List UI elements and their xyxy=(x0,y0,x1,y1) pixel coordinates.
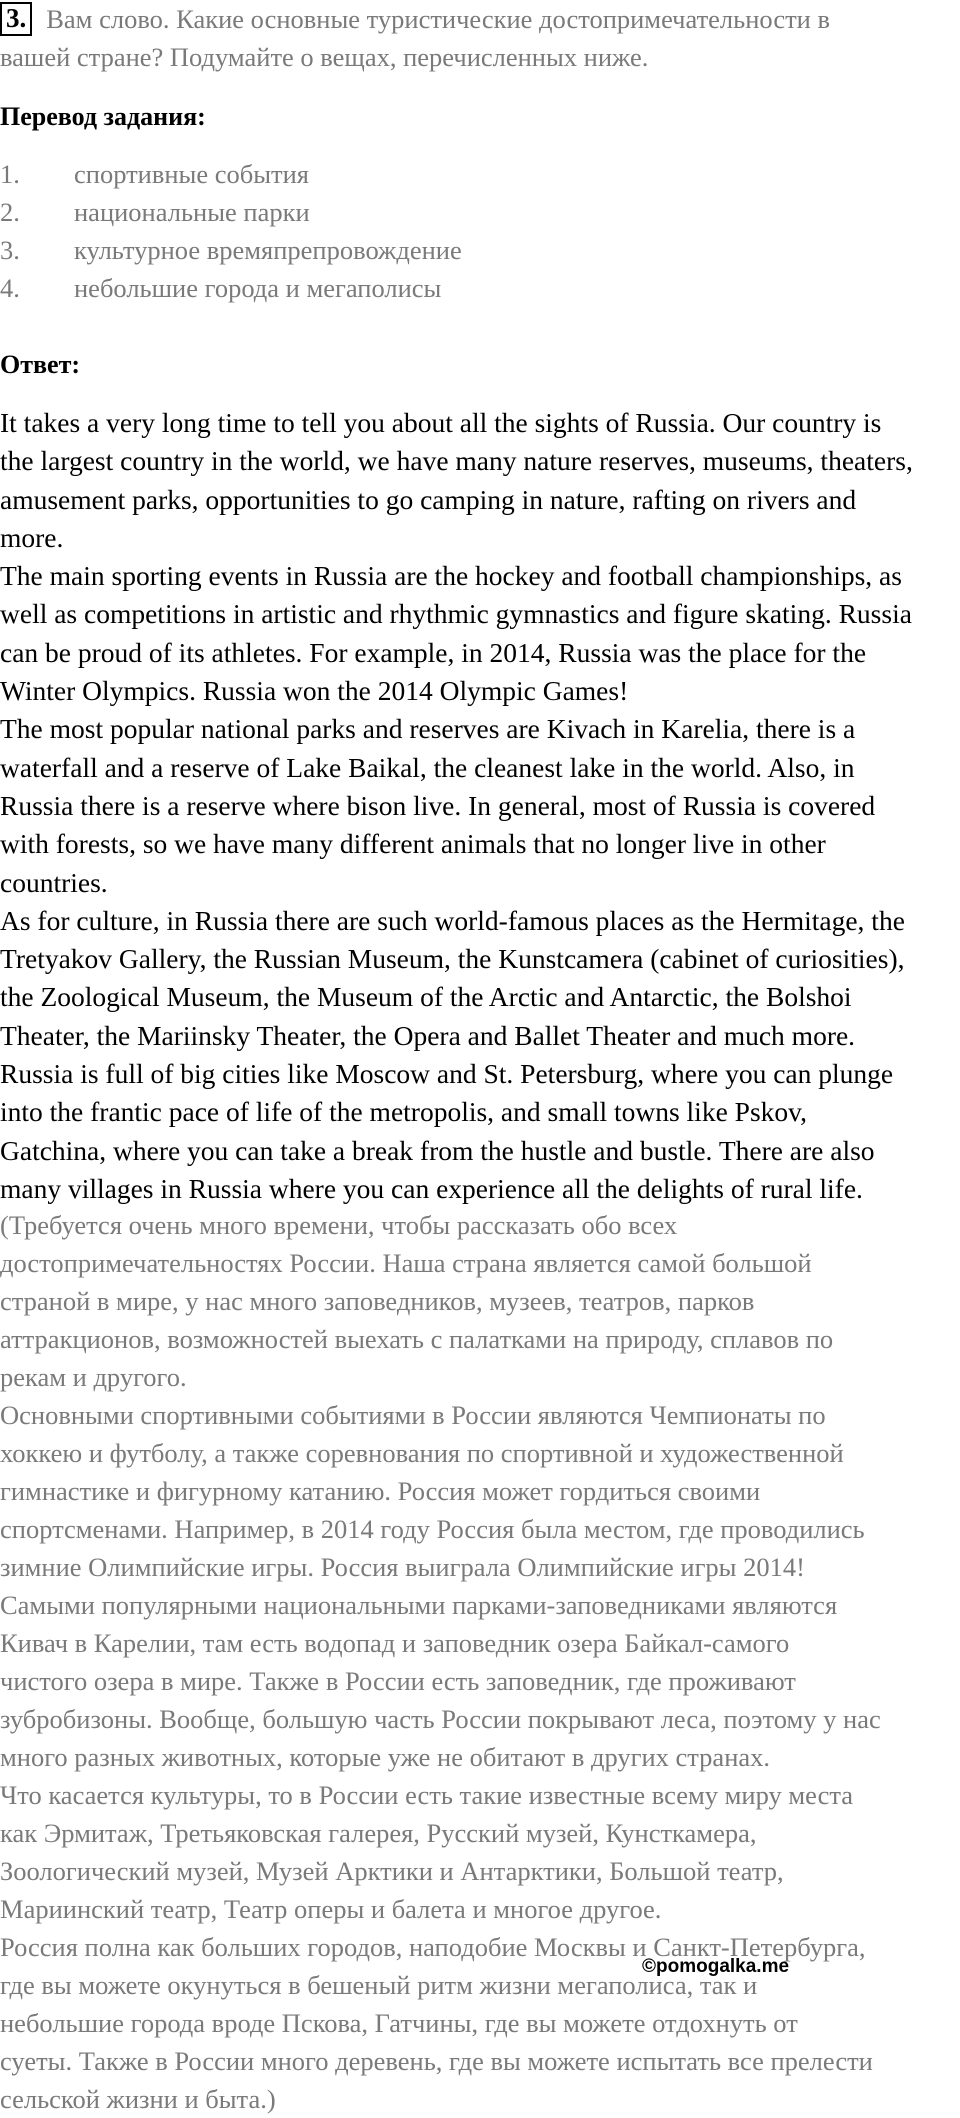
translation-heading: Перевод задания: xyxy=(0,102,206,131)
answer-ru-line: много разных животных, которые уже не обитают в других странах. xyxy=(0,1742,771,1772)
answer-en-line: amusement parks, opportunities to go camping in nature, rafting on rivers and xyxy=(0,483,857,515)
answer-ru-line: зимние Олимпийские игры. Россия выиграла Олимпийские игры 2014! xyxy=(0,1552,805,1582)
list-number: 1. xyxy=(0,159,20,189)
answer-ru-line: Основными спортивными событиями в России являются Чемпионаты по xyxy=(0,1400,826,1430)
answer-ru-line: где вы можете окунуться в бешеный ритм жизни мегаполиса, так и xyxy=(0,1970,758,2000)
list-number: 2. xyxy=(0,197,20,227)
answer-en-line: into the frantic pace of life of the metropolis, and small towns like Pskov, xyxy=(0,1096,807,1128)
answer-en-line: waterfall and a reserve of Lake Baikal, the cleanest lake in the world. Also, in xyxy=(0,751,855,783)
answer-en-line: the Zoological Museum, the Museum of the Arctic and Antarctic, the Bolshoi xyxy=(0,981,852,1013)
answer-ru-line: зубробизоны. Вообще, большую часть России покрывают леса, поэтому у нас xyxy=(0,1704,881,1734)
answer-en-line: The most popular national parks and reserves are Kivach in Karelia, there is a xyxy=(0,713,856,745)
answer-ru-line: хоккею и футболу, а также соревнования по спортивной и художественной xyxy=(0,1438,844,1468)
list-number: 3. xyxy=(0,235,20,265)
task-line-2: вашей стране? Подумайте о вещах, перечисленных ниже. xyxy=(0,42,649,72)
task-number: 3. xyxy=(0,2,32,36)
answer-ru-line: как Эрмитаж, Третьяковская галерея, Русский музей, Кунсткамера, xyxy=(0,1818,757,1848)
list-text: культурное времяпрепровождение xyxy=(74,235,462,265)
answer-en-line: more. xyxy=(0,521,64,553)
answer-en-line: Winter Olympics. Russia won the 2014 Olympic Games! xyxy=(0,675,629,707)
answer-ru-line: рекам и другого. xyxy=(0,1362,187,1392)
answer-russian xyxy=(0,1206,881,2118)
answer-en-line: Theater, the Mariinsky Theater, the Opera and Ballet Theater and much more. xyxy=(0,1019,856,1051)
watermark: ©pomogalka.me xyxy=(642,1956,790,1977)
answer-ru-line: Мариинский театр, Театр оперы и балета и многое другое. xyxy=(0,1894,662,1924)
answer-ru-line: достопримечательностях России. Наша страна является самой большой xyxy=(0,1248,812,1278)
answer-en-line: with forests, so we have many different animals that no longer live in other xyxy=(0,828,826,860)
answer-ru-line: Россия полна как больших городов, наподобие Москвы и Санкт-Петербурга, xyxy=(0,1932,866,1962)
answer-english xyxy=(0,404,913,1208)
answer-ru-line: чистого озера в мире. Также в России есть заповедник, где проживают xyxy=(0,1666,796,1696)
answer-en-line: can be proud of its athletes. For example, in 2014, Russia was the place for the xyxy=(0,636,867,668)
answer-ru-line: Зоологический музей, Музей Арктики и Антарктики, Большой театр, xyxy=(0,1856,784,1886)
answer-en-line: It takes a very long time to tell you about all the sights of Russia. Our country is xyxy=(0,407,882,438)
list-item xyxy=(0,155,309,193)
list-text: небольшие города и мегаполисы xyxy=(74,273,442,303)
answer-ru-line: Самыми популярными национальными парками-заповедниками являются xyxy=(0,1590,838,1620)
answer-en-line: the largest country in the world, we have many nature reserves, museums, theaters, xyxy=(0,445,913,477)
answer-ru-line: (Требуется очень много времени, чтобы рассказать обо всех xyxy=(0,1210,678,1240)
answer-en-line: As for culture, in Russia there are such world-famous places as the Hermitage, the xyxy=(0,904,905,936)
answer-ru-line: небольшие города вроде Пскова, Гатчины, где вы можете отдохнуть от xyxy=(0,2008,798,2038)
list-text: спортивные события xyxy=(74,159,309,189)
answer-en-line: Russia there is a reserve where bison live. In general, most of Russia is covered xyxy=(0,789,876,821)
answer-en-line: The main sporting events in Russia are the hockey and football championships, as xyxy=(0,560,902,592)
answer-en-line: many villages in Russia where you can experience all the delights of rural life. xyxy=(0,1172,863,1204)
answer-ru-line: сельской жизни и быта.) xyxy=(0,2084,276,2114)
answer-heading: Ответ: xyxy=(0,350,81,379)
task-line-1 xyxy=(0,0,830,38)
answer-ru-line: спортсменами. Например, в 2014 году Россия была местом, где проводились xyxy=(0,1514,865,1544)
list-item xyxy=(0,193,310,231)
list-item xyxy=(0,231,462,269)
answer-ru-line: суеты. Также в России много деревень, где вы можете испытать все прелести xyxy=(0,2046,873,2076)
answer-ru-line: Что касается культуры, то в России есть такие известные всему миру места xyxy=(0,1780,853,1810)
list-item xyxy=(0,269,441,307)
answer-ru-line: Кивач в Карелии, там есть водопад и заповедник озера Байкал-самого xyxy=(0,1628,790,1658)
answer-en-line: well as competitions in artistic and rhythmic gymnastics and figure skating. Russia xyxy=(0,598,912,630)
list-text: национальные парки xyxy=(74,197,310,227)
task-statement xyxy=(0,0,830,76)
task-text-1: Вам слово. Какие основные туристические достопримечательности в xyxy=(46,4,830,34)
answer-en-line: Tretyakov Gallery, the Russian Museum, the Kunstcamera (cabinet of curiosities), xyxy=(0,943,905,975)
answer-en-line: Russia is full of big cities like Moscow and St. Petersburg, where you can plunge xyxy=(0,1058,894,1090)
answer-ru-line: гимнастике и фигурному катанию. Россия может гордиться своими xyxy=(0,1476,761,1506)
answer-en-line: countries. xyxy=(0,866,108,898)
answer-ru-line: страной в мире, у нас много заповедников, музеев, театров, парков xyxy=(0,1286,755,1316)
list-number: 4. xyxy=(0,273,20,303)
answer-ru-line: аттракционов, возможностей выехать с палатками на природу, сплавов по xyxy=(0,1324,834,1354)
answer-en-line: Gatchina, where you can take a break from the hustle and bustle. There are also xyxy=(0,1134,875,1166)
